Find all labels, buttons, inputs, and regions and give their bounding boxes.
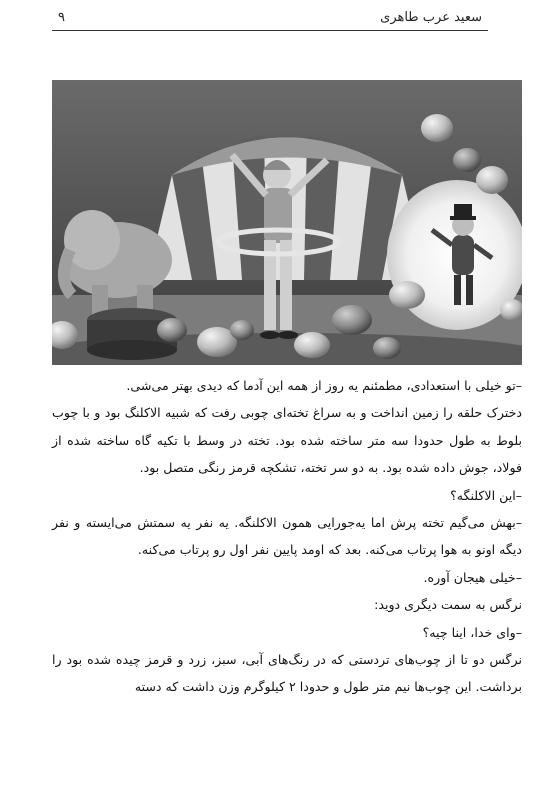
paragraph: دخترک حلقه را زمین انداخت و به سراغ تخته‌ای چوبی رفت که شبیه الاکلنگ بود و با چوب بلوط به طول حدودا سه متر ساخته شده بود. تخته در وسط با تکیه گاه ساخته شده از فولاد، جوش داده شده بود. به دو سر تخته، تشکچه قرمز رنگی متصل بود. [52,405,522,476]
page-header [58,6,482,28]
paragraph: –خیلی هیجان آوره. [423,569,522,585]
paragraph: –بهش می‌گیم تخته پرش اما یه‌جورایی همون الاکلنگه. یه نفر یه سمتش می‌ایسته و نفر دیگه اونو به هوا پرتاب می‌کنه. بعد که اومد پایین نفر اول رو پرتاب می‌کنه. [52,515,522,558]
page-number: ۹ [58,9,65,25]
body-text [52,372,522,701]
author-name: سعید عرب طاهری [380,9,482,25]
circus-illustration [52,80,522,365]
header-divider [52,30,488,31]
paragraph: –تو خیلی با استعدادی، مطمئنم یه روز از همه این آدما که دیدی بهتر می‌شی. [126,378,522,393]
paragraph: نرگس دو تا از چوب‌های تردستی که در رنگ‌های آبی، سبز، زرد و قرمز چیده شده بود را برداشت. این چوب‌ها نیم متر طول و حدودا ۲ کیلوگرم وزن داشت که دسته [52,652,522,695]
paragraph: –وای خدا، اینا چیه؟ [422,624,522,640]
paragraph: –این الاکلنگه؟ [450,487,522,503]
circus-scene-graphic [52,80,522,365]
paragraph: نرگس به سمت دیگری دوید: [374,597,522,613]
